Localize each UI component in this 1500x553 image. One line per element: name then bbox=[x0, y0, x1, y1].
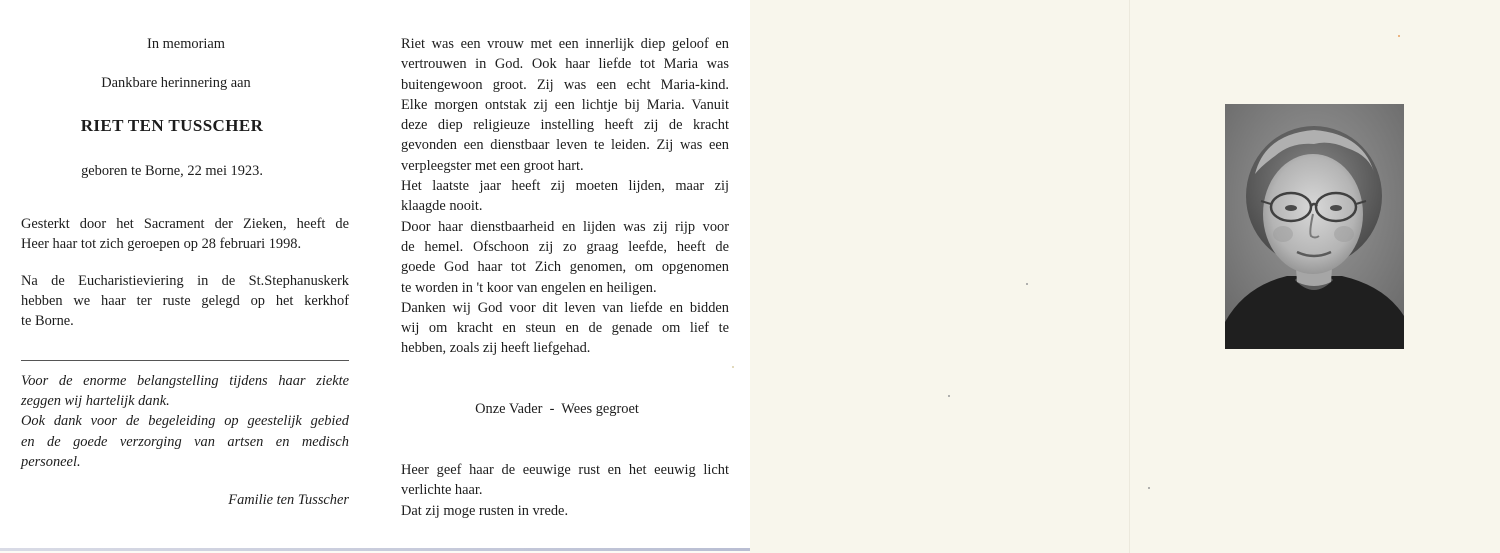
thanks-line-5: personeel. bbox=[21, 453, 81, 470]
burial-line-2: hebben we haar ter ruste gelegd op het kerkhof bbox=[21, 293, 349, 310]
left-column bbox=[21, 34, 349, 510]
fold-line bbox=[1129, 0, 1130, 553]
thanks-line-2: zeggen wij hartelijk dank. bbox=[21, 392, 170, 409]
family-signature: Familie ten Tusscher bbox=[228, 492, 349, 509]
prayers-line: Onze Vader - Wees gegroet bbox=[475, 400, 639, 417]
dankbare-line: Dankbare herinnering aan bbox=[101, 75, 251, 92]
closing-prayer bbox=[401, 460, 729, 521]
portrait-illustration bbox=[1225, 104, 1404, 349]
paper-speck bbox=[1026, 283, 1028, 285]
paper-speck bbox=[948, 395, 950, 397]
prayer-paragraph bbox=[401, 298, 729, 359]
thanks-line-3: Ook dank voor de begeleiding op geestelijk gebied bbox=[21, 413, 349, 430]
middle-column bbox=[401, 34, 729, 521]
heaven-line-4: te worden in 't koor van engelen en heiligen. bbox=[401, 279, 657, 296]
closing-line-1: Heer geef haar de eeuwige rust en het eeuwig licht bbox=[401, 462, 729, 479]
faith-line-7: verpleegster met een groot hart. bbox=[401, 157, 584, 174]
thanks-line-1: Voor de enorme belangstelling tijdens haar ziekte bbox=[21, 372, 349, 389]
portrait-photo bbox=[1225, 104, 1404, 349]
paper-speck bbox=[1148, 487, 1150, 489]
in-memoriam-line: In memoriam bbox=[147, 36, 225, 52]
faith-line-4: Elke morgen ontstak zij een lichtje bij Maria. Vanuit bbox=[401, 96, 729, 113]
burial-paragraph bbox=[21, 271, 349, 332]
closing-line-2: verlichte haar. bbox=[401, 482, 483, 499]
faith-line-6: gevonden een dienstbaar leven te leiden. Zij was een bbox=[401, 137, 729, 154]
faith-line-2: vertrouwen in God. Ook haar liefde tot Maria was bbox=[401, 56, 729, 73]
paper-speck bbox=[732, 366, 734, 368]
prayer-line-1: Danken wij God voor dit leven van liefde en bidden bbox=[401, 299, 729, 316]
birth-line: geboren te Borne, 22 mei 1923. bbox=[81, 162, 263, 179]
prayer-line-3: hebben, zoals zij heeft liefgehad. bbox=[401, 340, 591, 357]
heaven-line-1: Door haar dienstbaarheid en lijden was zij rijp voor bbox=[401, 218, 729, 235]
prayer-line-2: wij om kracht en steun en de genade om lief te bbox=[401, 320, 729, 337]
heaven-line-2: de hemel. Ofschoon zij zo graag leefde, heeft de bbox=[401, 238, 729, 255]
heaven-paragraph bbox=[401, 217, 729, 298]
heaven-line-3: goede God haar tot Zich genomen, om opgenomen bbox=[401, 259, 729, 276]
closing-line-3: Dat zij moge rusten in vrede. bbox=[401, 502, 569, 519]
death-paragraph bbox=[21, 214, 349, 255]
faith-line-1: Riet was een vrouw met een innerlijk diep geloof en bbox=[401, 36, 729, 52]
death-line-1: Gesterkt door het Sacrament der Zieken, heeft de bbox=[21, 216, 349, 233]
faith-paragraph bbox=[401, 34, 729, 176]
faith-line-5: deze diep religieuze instelling heeft zij de kracht bbox=[401, 117, 729, 134]
deceased-name: RIET TEN TUSSCHER bbox=[80, 115, 264, 135]
thanks-line-4: en de goede verzorging van artsen en medisch bbox=[21, 433, 349, 450]
paper-speck bbox=[1398, 35, 1400, 37]
death-line-2: Heer haar tot zich geroepen op 28 februari 1998. bbox=[21, 236, 302, 253]
burial-line-3: te Borne. bbox=[21, 313, 74, 330]
suffering-line-2: klaagde nooit. bbox=[401, 198, 483, 215]
suffering-paragraph bbox=[401, 176, 729, 217]
thanks-paragraph bbox=[21, 371, 349, 472]
burial-line-1: Na de Eucharistieviering in de St.Stephanuskerk bbox=[21, 272, 349, 289]
suffering-line-1: Het laatste jaar heeft zij moeten lijden, maar zij bbox=[401, 178, 729, 195]
faith-line-3: buitengewoon groot. Zij was een echt Maria-kind. bbox=[401, 76, 729, 93]
